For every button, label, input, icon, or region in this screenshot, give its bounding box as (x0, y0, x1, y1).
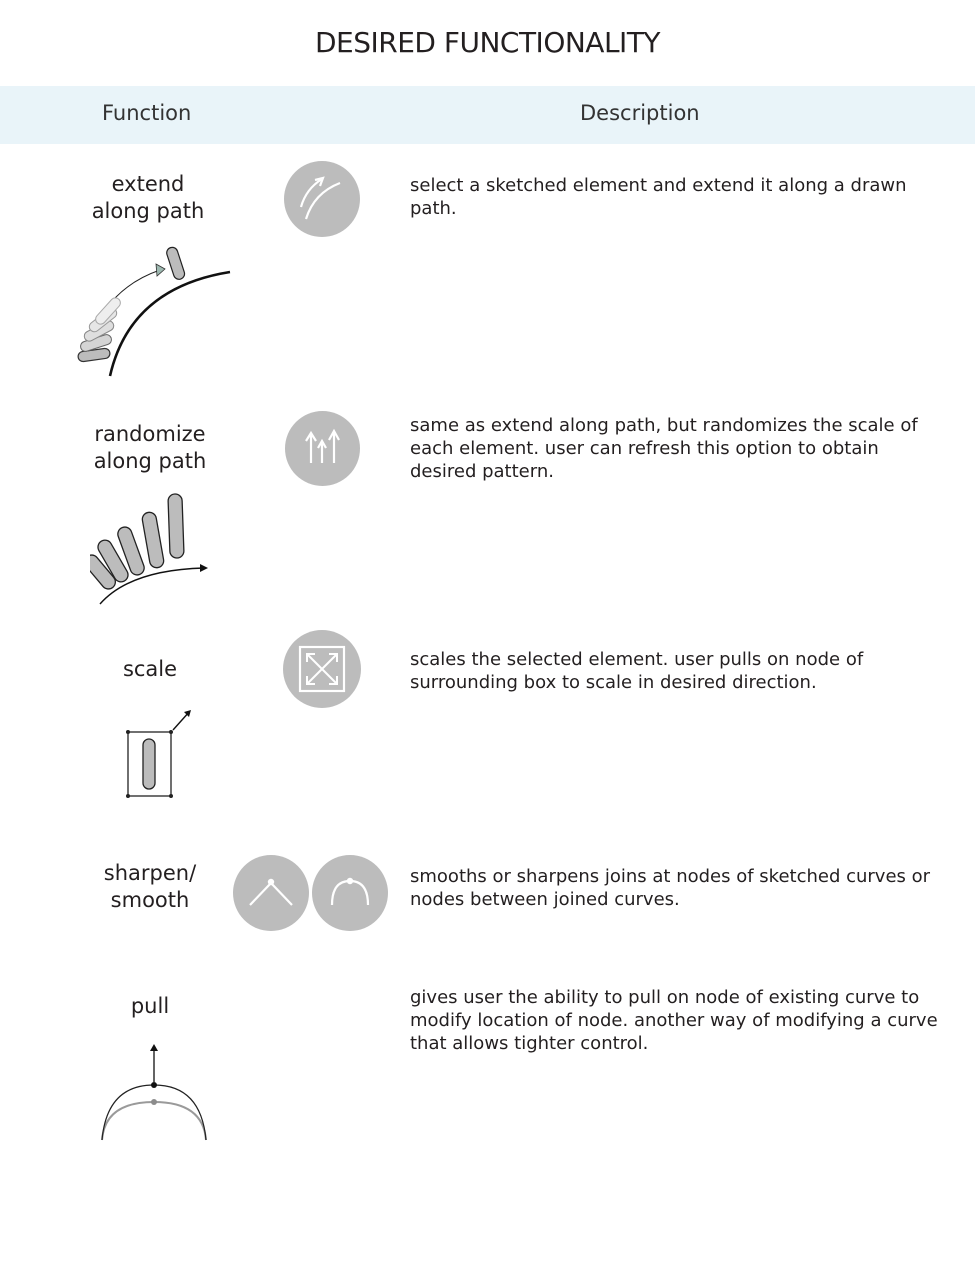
page-title: DESIRED FUNCTIONALITY (314, 26, 661, 59)
function-description: smooths or sharpens joins at nodes of sketched curves or nodes between joined curves. (410, 866, 931, 910)
extend-arc-icon[interactable] (284, 161, 360, 237)
pull-illustration (95, 1040, 215, 1150)
function-label: extend along path (91, 172, 205, 223)
table-header (0, 86, 975, 144)
scale-illustration (120, 705, 200, 805)
function-description: gives user the ability to pull on node of existing curve to modify location of node. another way of modifying a curve that allows tighter control. (410, 987, 938, 1054)
function-label: scale (122, 657, 178, 681)
extend-along-path-illustration (68, 240, 238, 380)
function-description: select a sketched element and extend it along a drawn path. (410, 175, 907, 219)
function-column-header: Function (102, 101, 192, 125)
scale-box-icon[interactable] (283, 630, 361, 708)
description-column-header: Description (580, 101, 700, 125)
randomize-arrows-icon[interactable] (285, 411, 360, 486)
function-description: same as extend along path, but randomizes the scale of each element. user can refresh this option to obtain desired pattern. (410, 415, 918, 482)
sharpen-node-icon[interactable] (233, 855, 309, 931)
function-label: randomize along path (93, 422, 207, 473)
function-label: sharpen/ smooth (103, 861, 197, 912)
smooth-node-icon[interactable] (312, 855, 388, 931)
randomize-along-path-illustration (90, 490, 215, 610)
function-label: pull (130, 994, 170, 1018)
function-description: scales the selected element. user pulls on node of surrounding box to scale in desired direction. (410, 649, 864, 693)
